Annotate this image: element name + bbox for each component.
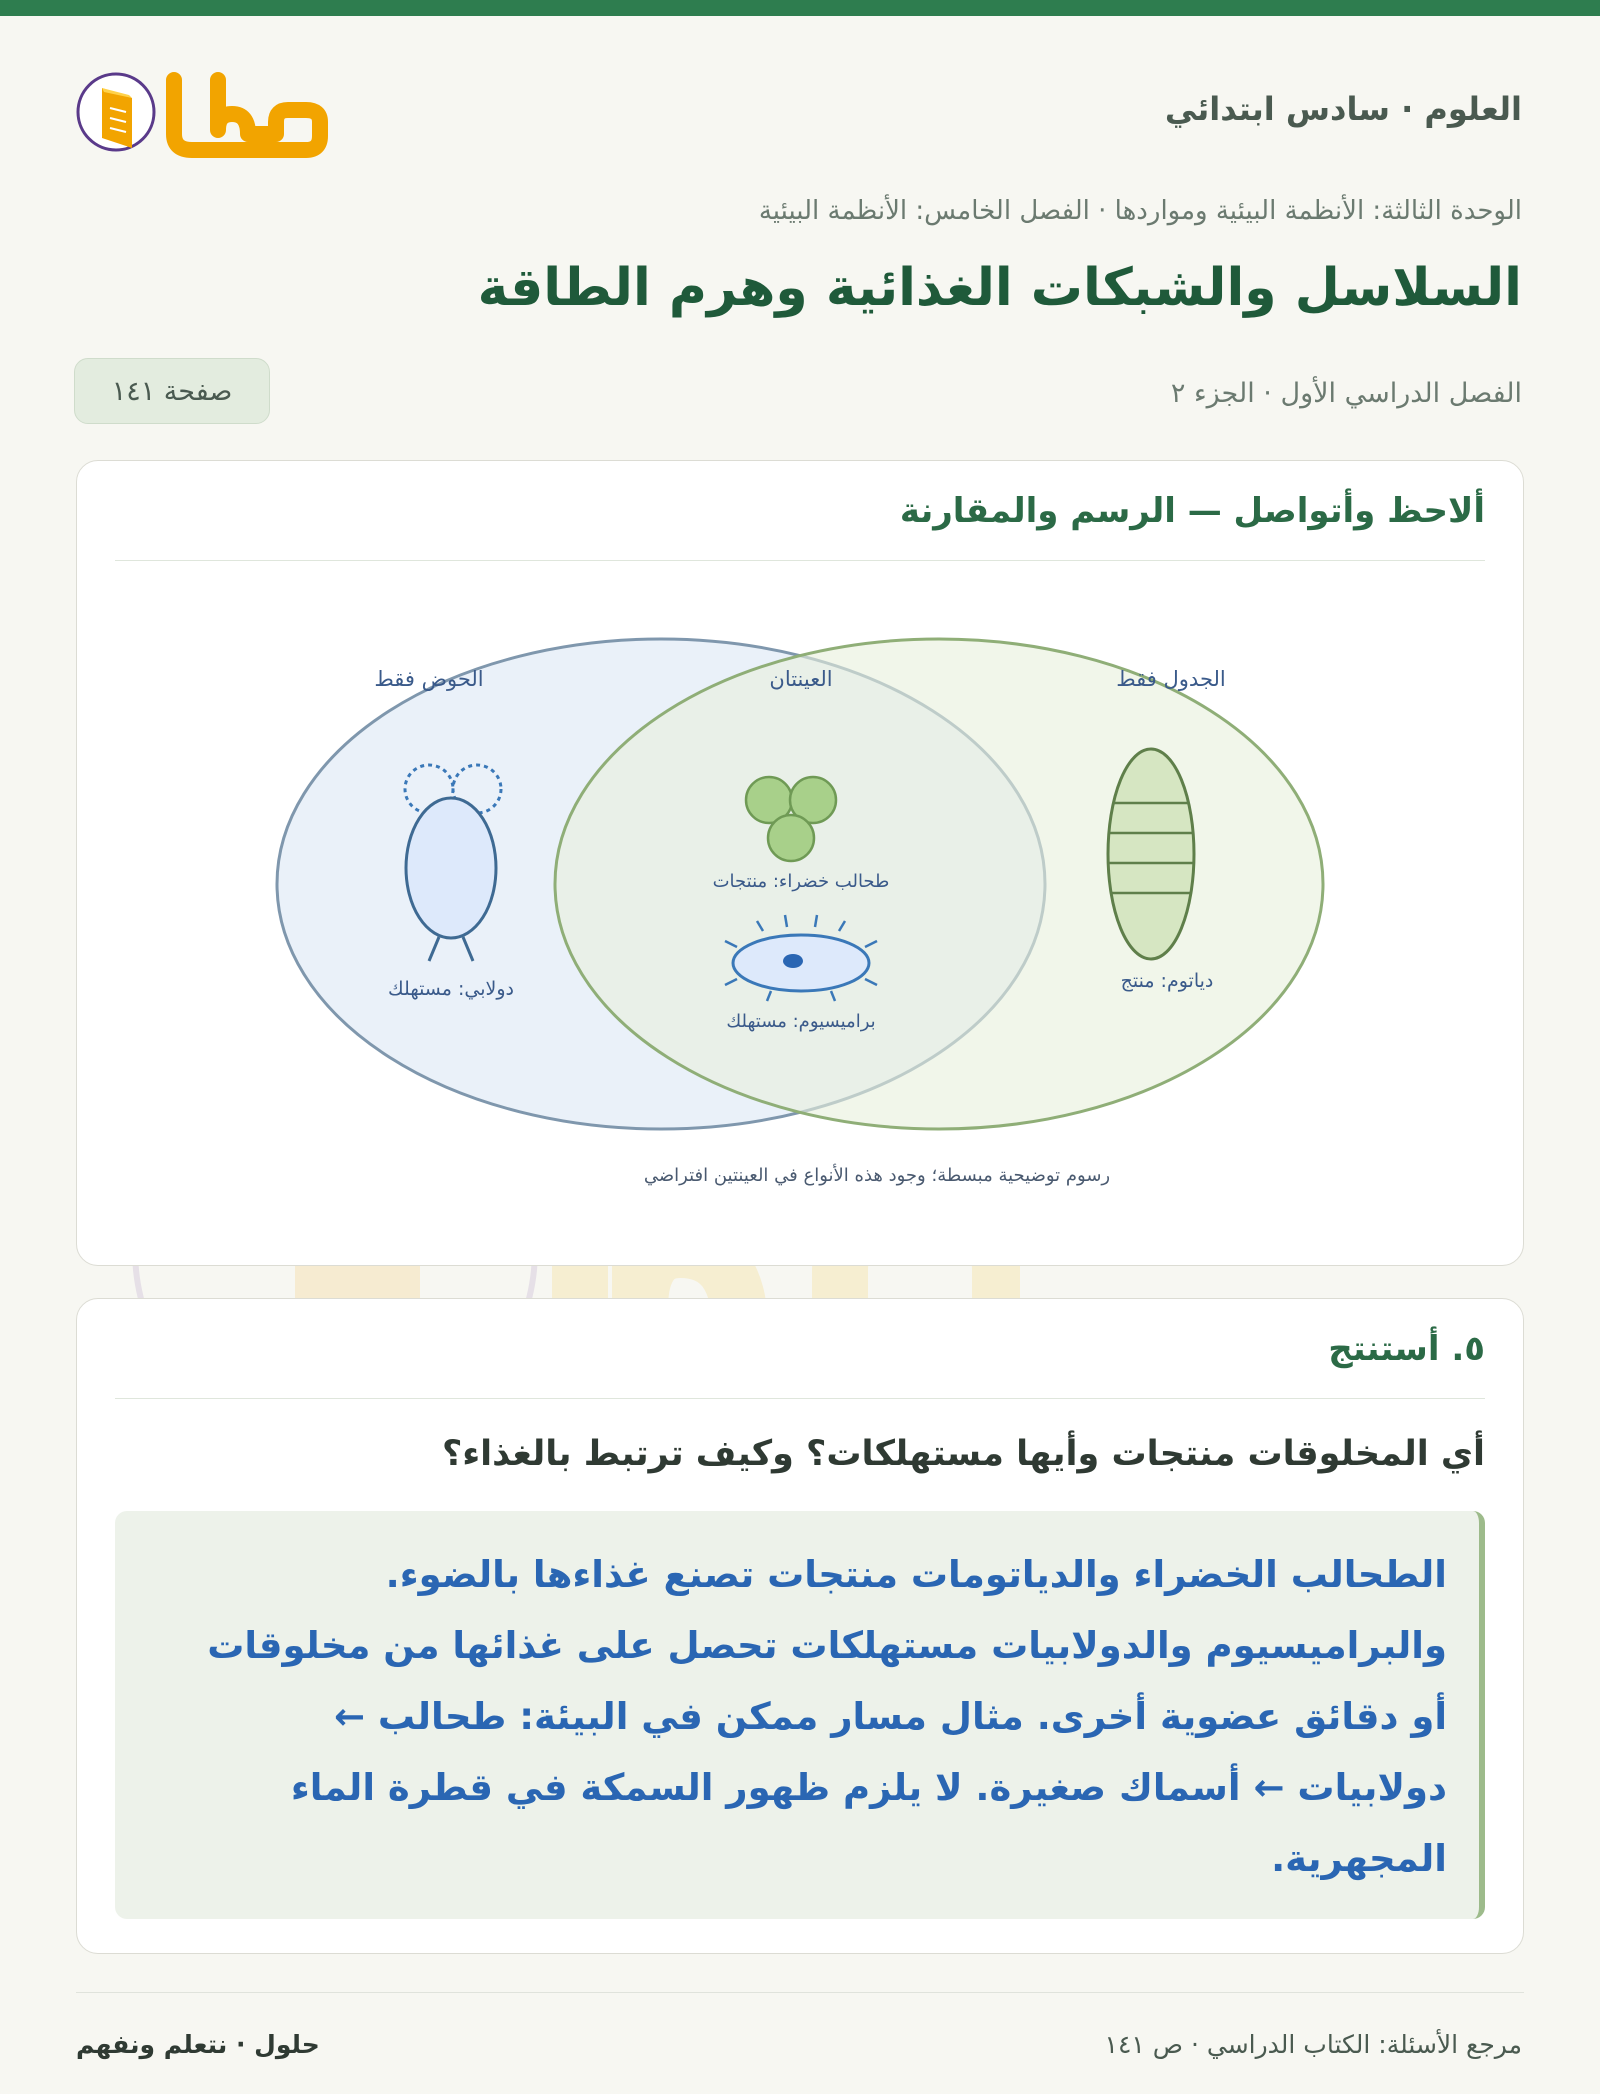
answer-line: أو دقائق عضوية أخرى. مثال مسار ممكن في البيئة: طحالب ← [334, 1695, 1447, 1738]
hulul-logo[interactable] [74, 60, 334, 170]
conclude-heading: ٥. أستنتج [115, 1329, 1485, 1399]
semester-label: الفصل الدراسي الأول · الجزء ٢ [1170, 378, 1522, 409]
answer-line: دولابيات ← أسماك صغيرة. لا يلزم ظهور السمكة في قطرة الماء [290, 1766, 1447, 1809]
unit-breadcrumb: الوحدة الثالثة: الأنظمة البيئية ومواردها · الفصل الخامس: الأنظمة البيئية [758, 196, 1522, 226]
subject-title: العلوم · سادس ابتدائي [1164, 90, 1522, 128]
answer-line: الطحالب الخضراء والدياتومات منتجات تصنع غذاءها بالضوء. [385, 1553, 1447, 1596]
footer-reference: مرجع الأسئلة: الكتاب الدراسي · ص ١٤١ [1104, 2030, 1522, 2059]
venn-diagram [77, 581, 1525, 1241]
both-label: العينتان [769, 667, 833, 691]
pond-only-label: الحوض فقط [374, 667, 484, 691]
paramecium-label: براميسيوم: مستهلك [726, 1011, 876, 1032]
rotifer-label: دولابي: مستهلك [388, 978, 514, 1000]
page-number-badge: صفحة ١٤١ [74, 358, 270, 424]
answer-line: المجهرية. [1271, 1837, 1447, 1880]
footer-brand[interactable]: حلول · نتعلم ونفهم [76, 2030, 320, 2059]
stream-only-label: الجدول فقط [1116, 667, 1226, 691]
diatom-label: دياتوم: منتج [1120, 970, 1214, 992]
diatom-icon [1108, 749, 1194, 959]
observe-card [76, 460, 1524, 1266]
page-header [74, 60, 1522, 170]
observe-heading: ألاحظ وأتواصل — الرسم والمقارنة [115, 491, 1485, 561]
footer-divider [76, 1992, 1524, 1993]
conclude-card [76, 1298, 1524, 1954]
page-title: السلاسل والشبكات الغذائية وهرم الطاقة [477, 258, 1522, 318]
answer-line: والبراميسيوم والدولابيات مستهلكات تحصل على غذائها من مخلوقات [207, 1624, 1447, 1667]
top-accent-bar [0, 0, 1600, 16]
venn-stream-circle [555, 639, 1323, 1129]
answer-box [115, 1511, 1485, 1919]
algae-label: طحالب خضراء: منتجات [712, 871, 890, 892]
question-text: أي المخلوقات منتجات وأيها مستهلكات؟ وكيف ترتبط بالغذاء؟ [441, 1434, 1485, 1474]
venn-caption: رسوم توضيحية مبسطة؛ وجود هذه الأنواع في العينتين افتراضي [643, 1165, 1111, 1186]
